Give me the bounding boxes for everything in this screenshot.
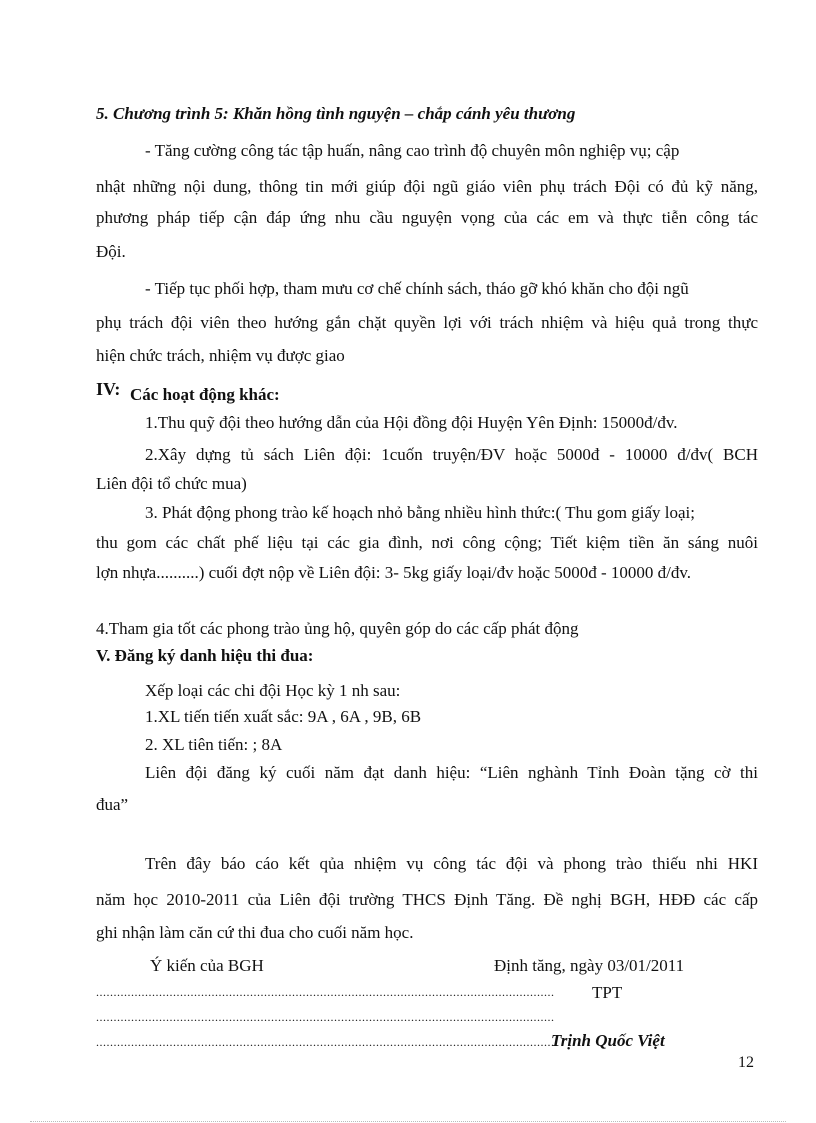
section-v-xl1: 1.XL tiến tiến xuất sắc: 9A , 6A , 9B, 6B xyxy=(145,707,422,726)
section-4-item-3-line2: thu gom các chất phế liệu tại các gia đình, nơi công cộng; Tiết kiệm tiền ăn sáng nuôi xyxy=(96,533,758,552)
closing-line3: ghi nhận làm căn cứ thi đua cho cuối năm học. xyxy=(96,923,414,942)
section-4-item-3-line3: lợn nhựa..........) cuối đợt nộp về Liên đội: 3- 5kg giấy loại/đv hoặc 5000đ - 10000 đ/đv. xyxy=(96,563,692,582)
section-4-item-2-line1: 2.Xây dựng tủ sách Liên đội: 1cuốn truyện/ĐV hoặc 5000đ - 10000 đ/đv( BCH xyxy=(145,445,758,464)
section-v-registration-line1: Liên đội đăng ký cuối năm đạt danh hiệu: “Liên nghành Tỉnh Đoàn tặng cờ thi xyxy=(145,763,758,782)
opinion-dotted-line-2: ................................................................................................................................... xyxy=(96,1010,555,1024)
section-5-para1-line4: Đội. xyxy=(96,242,126,261)
section-5-para1-line3: phương pháp tiếp cận đáp ứng nhu cầu nguyện vọng của các em và thực tiễn công tác xyxy=(96,208,758,227)
section-5-para1-line2: nhật những nội dung, thông tin mới giúp đội ngũ giáo viên phụ trách Đội có đủ kỹ năng, xyxy=(96,177,758,196)
section-4-item-1: 1.Thu quỹ đội theo hướng dẫn của Hội đồng đội Huyện Yên Định: 15000đ/đv. xyxy=(145,413,678,432)
section-4-numeral: IV: xyxy=(96,379,121,399)
bgh-opinion-heading: Ý kiến của BGH xyxy=(150,956,264,975)
closing-line1: Trên đây báo cáo kết qủa nhiệm vụ công tác đội và phong trào thiếu nhi HKI xyxy=(145,854,758,873)
signer-role: TPT xyxy=(592,983,623,1002)
section-v-xl2: 2. XL tiên tiến: ; 8A xyxy=(145,735,283,754)
section-5-title: 5. Chương trình 5: Khăn hồng tình nguyện – chắp cánh yêu thương xyxy=(96,104,576,123)
section-4-item-4: 4.Tham gia tốt các phong trào ủng hộ, quyên góp do các cấp phát động xyxy=(96,619,579,638)
signer-name: Trịnh Quốc Việt xyxy=(551,1031,665,1050)
section-5-para1-line1: - Tăng cường công tác tập huấn, nâng cao trình độ chuyên môn nghiệp vụ; cập xyxy=(145,141,680,160)
section-v-title: V. Đăng ký danh hiệu thi đua: xyxy=(96,646,314,665)
section-5-para2-line2: phụ trách đội viên theo hướng gắn chặt quyền lợi với trách nhiệm và hiệu quả trong thực xyxy=(96,313,758,332)
opinion-dotted-line-1: ................................................................................................................................... xyxy=(96,985,555,999)
opinion-dotted-line-3: ................................................................................................................................... xyxy=(96,1035,555,1049)
section-5-para2-line1: - Tiếp tục phối hợp, tham mưu cơ chế chính sách, tháo gỡ khó khăn cho đội ngũ xyxy=(145,279,689,298)
page-number: 12 xyxy=(738,1054,754,1071)
section-5-para2-line3: hiện chức trách, nhiệm vụ được giao xyxy=(96,346,345,365)
section-v-registration-line2: đua” xyxy=(96,795,129,814)
section-v-intro: Xếp loại các chi đội Học kỳ 1 nh sau: xyxy=(145,681,401,700)
place-date: Định tăng, ngày 03/01/2011 xyxy=(494,956,685,975)
section-4-title: Các hoạt động khác: xyxy=(130,385,280,404)
page-bottom-rule xyxy=(30,1121,786,1122)
closing-line2: năm học 2010-2011 của Liên đội trường THCS Định Tăng. Đề nghị BGH, HĐĐ các cấp xyxy=(96,890,758,909)
section-4-item-2-line2: Liên đội tổ chức mua) xyxy=(96,474,247,493)
section-4-item-3-line1: 3. Phát động phong trào kế hoạch nhỏ bằng nhiều hình thức:( Thu gom giấy loại; xyxy=(145,503,695,522)
